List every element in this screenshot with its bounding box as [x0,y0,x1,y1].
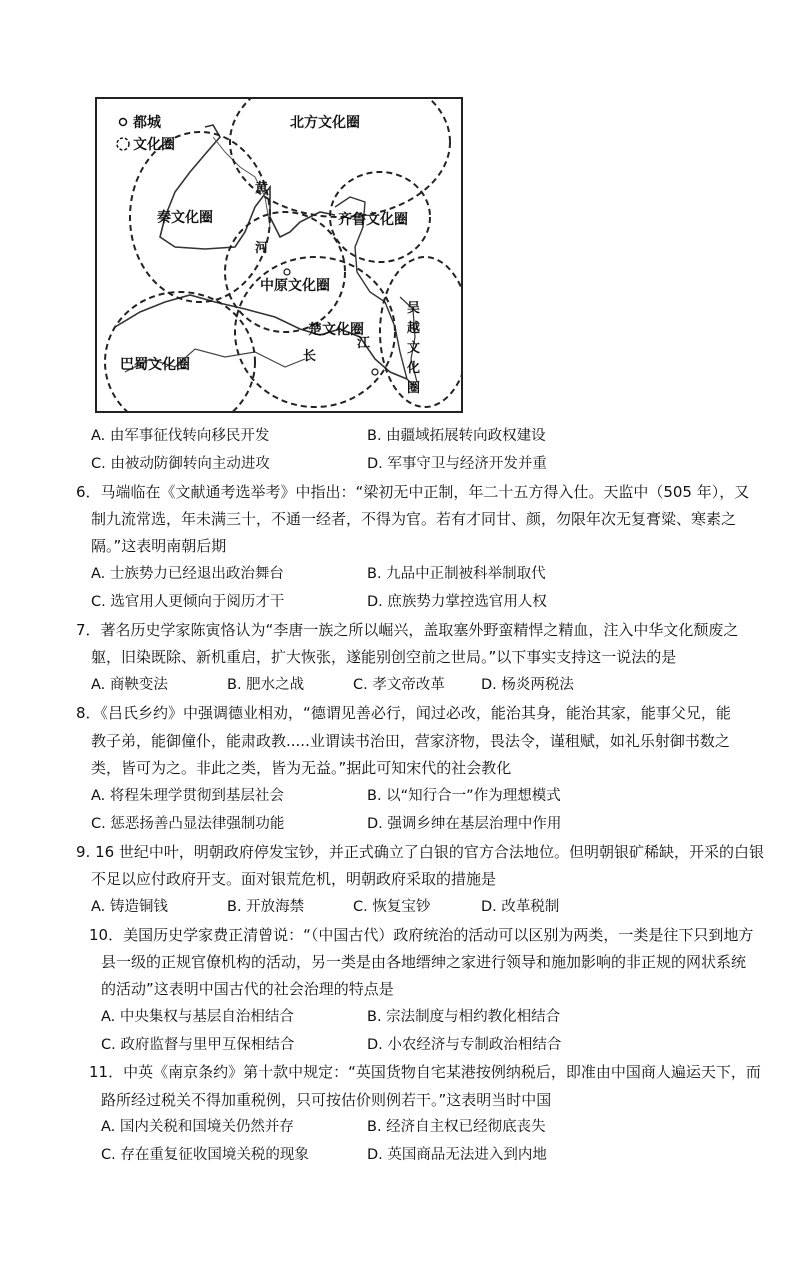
q6-option-b: B. 九品中正制被科举制取代 [367,566,546,582]
legend-capital-label: 都城 [133,115,161,131]
q9-stem-line-1: 9. 16 世纪中叶，明朝政府停发宝钞，并正式确立了白银的官方合法地位。但明朝银矿稀缺，开采的白银 [76,843,764,861]
q8-option-d: D. 强调乡绅在基层治理中作用 [367,816,562,832]
q10-option-a: A. 中央集权与基层自治相结合 [101,1009,294,1025]
q5-option-c: C. 由被动防御转向主动进攻 [91,456,270,472]
q11-option-b: B. 经济自主权已经彻底丧失 [367,1119,546,1135]
q7-option-a: A. 商鞅变法 [91,677,168,693]
north-label: 北方文化圈 [290,115,360,131]
yellow-river-label-2: 河 [255,241,269,256]
q11-stem-line-1: 11．中英《南京条约》第十款中规定：“英国货物自宅某港按例纳税后，即准由中国商人遍运天下，而 [89,1063,761,1081]
q6-option-d: D. 庶族势力掌控选官用人权 [367,594,547,610]
zhongyuan-label: 中原文化圈 [260,278,330,294]
q8-stem-line-2: 教子弟，能御僮仆，能肃政教.....业谓读书治田，营家济物，畏法令，谨租赋，如礼乐射御书数之 [91,732,730,750]
q11-option-a: A. 国内关税和国境关仍然并存 [101,1119,294,1135]
q11-option-c: C. 存在重复征收国境关税的现象 [101,1147,309,1163]
q10-stem-line-2: 县一级的正规官僚机构的活动，另一类是由各地缙绅之家进行领导和施加影响的非正规的网状系统 [101,953,747,971]
jiang-label: 江 [357,336,371,351]
q9-option-d: D. 改革税制 [481,899,560,915]
q9-option-a: A. 铸造铜钱 [91,899,168,915]
q9-option-b: B. 开放海禁 [227,899,305,915]
q6-stem-line-3: 隔。”这表明南朝后期 [91,537,227,555]
q6-option-c: C. 选官用人更倾向于阅历才干 [91,594,285,610]
q7-stem-line-2: 躯，旧染既除、新机重启，扩大恢张，遂能别创空前之世局。”以下事实支持这一说法的是 [91,648,677,666]
wuyue-label-2: 越 [407,321,421,336]
wuyue-label-5: 圈 [407,381,421,396]
q8-option-a: A. 将程朱理学贯彻到基层社会 [91,788,284,804]
q7-option-c: C. 孝文帝改革 [353,677,445,693]
wuyue-label-3: 文 [407,341,421,356]
q10-option-b: B. 宗法制度与相约教化相结合 [367,1009,561,1025]
q6-option-a: A. 士族势力已经退出政治舞台 [91,566,284,582]
q5-option-d: D. 军事守卫与经济开发并重 [367,456,547,472]
q8-option-c: C. 惩恶扬善凸显法律强制功能 [91,816,285,832]
q8-stem-line-3: 类，皆可为之。非此之类，皆为无益。”据此可知宋代的社会教化 [91,759,512,777]
q7-option-d: D. 杨炎两税法 [481,677,574,693]
q7-stem-line-1: 7．著名历史学家陈寅恪认为“李唐一族之所以崛兴，盖取塞外野蛮精悍之精血，注入中华文化颓废之 [76,621,739,639]
q9-option-c: C. 恢复宝钞 [353,899,431,915]
legend-circle-label: 文化圈 [133,137,175,153]
culture-circle-map [95,97,463,413]
q5-option-b: B. 由疆域拓展转向政权建设 [367,428,546,444]
q8-option-b: B. 以“知行合一”作为理想模式 [367,788,561,804]
q6-stem-line-2: 制九流常选，年未满三十，不通一经者，不得为官。若有才同甘、颜，勿限年次无复膏粱、寒素之 [91,510,737,528]
q7-option-b: B. 肥水之战 [227,677,305,693]
qin-label: 秦文化圈 [157,210,213,226]
q5-option-a: A. 由军事征伐转向移民开发 [91,428,270,444]
qilu-label: 齐鲁文化圈 [338,212,408,228]
q10-option-d: D. 小农经济与专制政治相结合 [367,1037,562,1053]
yellow-river-label-1: 黄 [255,181,269,196]
q9-stem-line-2: 不足以应付政府开支。面对银荒危机，明朝政府采取的措施是 [91,870,497,888]
chu-label: 楚文化圈 [308,322,364,338]
q10-option-c: C. 政府监督与里甲互保相结合 [101,1037,295,1053]
wuyue-label-1: 吴 [407,301,421,316]
q6-stem-line-1: 6．马端临在《文献通考选举考》中指出：“梁初无中正制，年二十五方得入仕。天监中（505 年），又 [76,483,750,501]
q11-option-d: D. 英国商品无法进入到内地 [367,1147,547,1163]
q10-stem-line-3: 的活动”这表明中国古代的社会治理的特点是 [101,980,394,998]
wuyue-label-4: 化 [407,361,421,376]
chang-label: 长 [303,349,317,364]
q8-stem-line-1: 8．《吕氏乡约》中强调德业相劝，“德谓见善必行，闻过必改，能治其身，能治其家，能事父兄，能 [76,704,731,722]
q11-stem-line-2: 路所经过税关不得加重税例，只可按估价则例若干。”这表明当时中国 [101,1091,552,1109]
q10-stem-line-1: 10．美国历史学家费正清曾说：“（中国古代）政府统治的活动可以区别为两类，一类是往下只到地方 [89,926,754,944]
bashu-label: 巴蜀文化圈 [120,357,190,373]
